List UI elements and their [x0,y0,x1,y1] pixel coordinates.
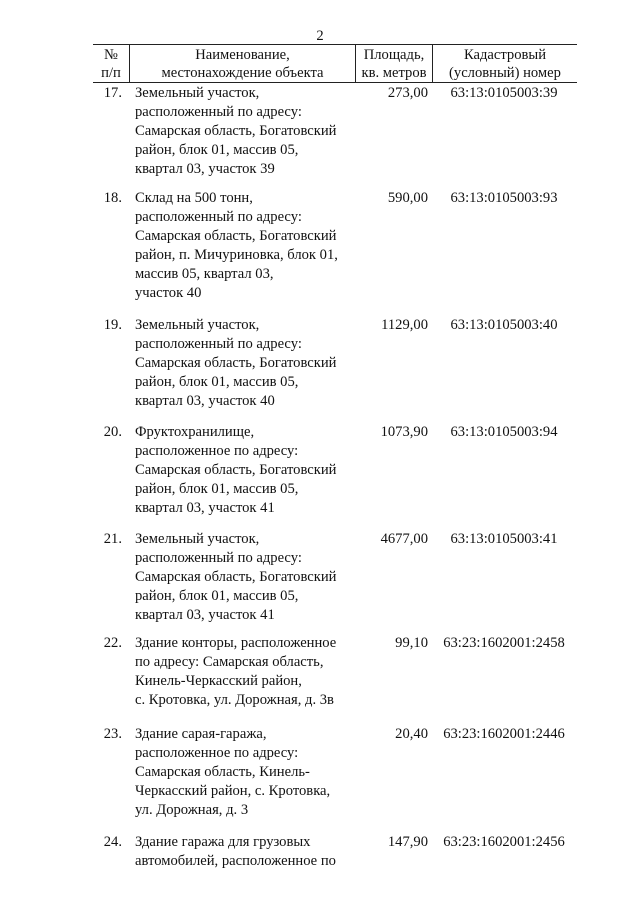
header-cadastral: Кадастровый (условный) номер [449,47,561,81]
object-area: 147,90 [387,834,428,850]
cadastral-number: 63:13:0105003:93 [450,190,558,206]
row-number: 23. [103,726,122,742]
cadastral-number: 63:13:0105003:40 [450,317,558,333]
row-number: 24. [103,834,122,850]
object-name: Земельный участок, расположенный по адресу: Самарская область, Богатовский район, блок 01, массив 05, квартал 03, участок 40 [135,317,337,409]
page-number: 2 [316,28,324,44]
table-header [93,44,577,83]
object-area: 273,00 [387,85,428,101]
object-area: 99,10 [395,635,428,651]
object-name: Здание сарая-гаража, расположенное по адресу: Самарская область, Кинель- Черкасский район, с. Кротовка, ул. Дорожная, д. 3 [135,726,331,818]
row-number: 20. [103,424,122,440]
cadastral-number: 63:23:1602001:2456 [443,834,565,850]
header-area: Площадь, кв. метров [361,47,427,81]
cadastral-number: 63:13:0105003:94 [450,424,558,440]
object-area: 20,40 [395,726,428,742]
object-area: 1073,90 [380,424,428,440]
cadastral-number: 63:13:0105003:39 [450,85,558,101]
header-name: Наименование, местонахождение объекта [161,47,324,81]
object-name: Склад на 500 тонн, расположенный по адресу: Самарская область, Богатовский район, п. Мичуриновка, блок 01, массив 05, квартал 03, участок 40 [135,190,338,301]
object-name: Здание конторы, расположенное по адресу: Самарская область, Кинель-Черкасский район, с. Кротовка, ул. Дорожная, д. 3в [135,635,337,708]
object-name: Земельный участок, расположенный по адресу: Самарская область, Богатовский район, блок 01, массив 05, квартал 03, участок 39 [135,85,337,177]
row-number: 22. [103,635,122,651]
cadastral-number: 63:23:1602001:2446 [443,726,565,742]
row-number: 19. [103,317,122,333]
object-name: Фруктохранилище, расположенное по адресу: Самарская область, Богатовский район, блок 01, массив 05, квартал 03, участок 41 [135,424,337,516]
object-name: Земельный участок, расположенный по адресу: Самарская область, Богатовский район, блок 01, массив 05, квартал 03, участок 41 [135,531,337,623]
row-number: 17. [103,85,122,101]
cadastral-number: 63:23:1602001:2458 [443,635,565,651]
object-name: Здание гаража для грузовых автомобилей, расположенное по [135,834,336,869]
row-number: 18. [103,190,122,206]
object-area: 590,00 [387,190,428,206]
row-number: 21. [103,531,122,547]
object-area: 4677,00 [380,531,428,547]
object-area: 1129,00 [381,317,428,333]
header-num: № п/п [101,47,121,81]
cadastral-number: 63:13:0105003:41 [450,531,558,547]
